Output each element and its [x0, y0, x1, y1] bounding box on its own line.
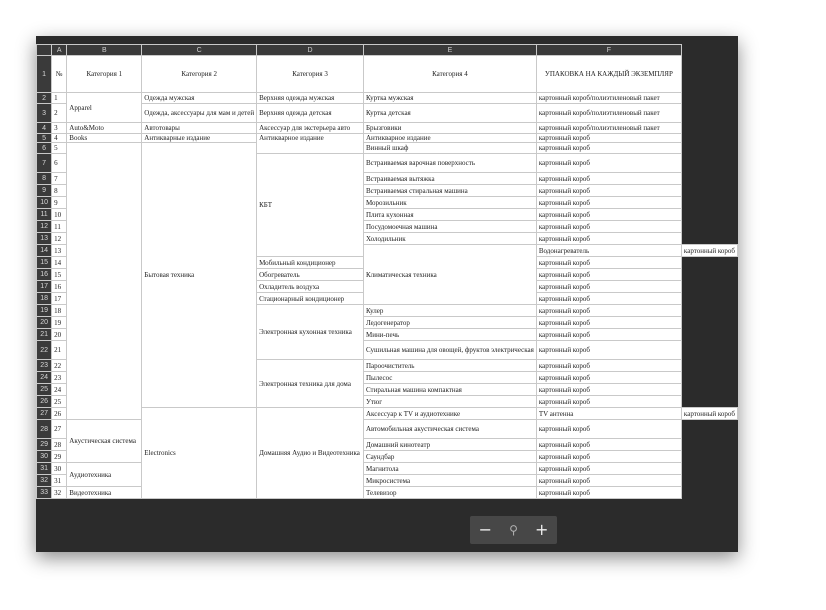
cell-category-4[interactable]: Посудомоечная машина	[363, 221, 536, 233]
cell-packaging[interactable]: картонный короб	[536, 281, 681, 293]
cell-category-3[interactable]: Верхняя одежда мужская	[257, 93, 364, 104]
cell-category-4[interactable]: Магнитола	[363, 463, 536, 475]
cell-number[interactable]: 15	[52, 269, 67, 281]
cell-category-3[interactable]: Антикварное издание	[257, 134, 364, 154]
cell-packaging[interactable]: картонный короб/полиэтиленовый пакет	[536, 123, 681, 134]
cell-category-4[interactable]: Стационарный кондиционер	[257, 293, 364, 305]
cell-number[interactable]: 6	[52, 154, 67, 173]
cell-packaging[interactable]: картонный короб	[536, 317, 681, 329]
column-header-a[interactable]: A	[52, 45, 67, 56]
cell-packaging[interactable]: картонный короб	[536, 384, 681, 396]
cell-category-4[interactable]: Домашний кинотеатр	[363, 439, 536, 451]
cell-category-1[interactable]: Books	[67, 134, 142, 143]
row-header[interactable]: 5	[37, 134, 52, 143]
row-header[interactable]: 7	[37, 154, 52, 173]
cell-number[interactable]: 11	[52, 221, 67, 233]
zoom-controls	[470, 516, 557, 544]
cell-packaging[interactable]: картонный короб	[536, 329, 681, 341]
cell-number[interactable]: 17	[52, 293, 67, 305]
cell-packaging[interactable]: картонный короб	[536, 197, 681, 209]
cell-category-4[interactable]: Стиральная машина компактная	[363, 384, 536, 396]
row-header[interactable]: 13	[37, 233, 52, 245]
cell-packaging[interactable]: картонный короб	[536, 360, 681, 372]
cell-category-2[interactable]: Одежда мужская	[142, 93, 257, 104]
row-header[interactable]: 24	[37, 372, 52, 384]
cell-number[interactable]: 2	[52, 104, 67, 123]
row-header[interactable]: 22	[37, 341, 52, 360]
cell-category-4[interactable]: Обогреватель	[257, 269, 364, 281]
cell-number[interactable]: 22	[52, 360, 67, 372]
cell-category-4[interactable]: Пароочиститель	[363, 360, 536, 372]
cell-category-4[interactable]: Куртка мужская	[363, 93, 536, 104]
cell-packaging[interactable]: картонный короб	[536, 233, 681, 245]
cell-number[interactable]: 7	[52, 173, 67, 185]
cell-category-4[interactable]: Сушильная машина для овощей, фруктов электрическая	[363, 341, 536, 360]
row-header[interactable]: 11	[37, 209, 52, 221]
cell-category-3[interactable]: Видеотехника	[67, 487, 142, 499]
cell-category-2[interactable]: Автотовары	[142, 123, 257, 134]
row-header[interactable]: 4	[37, 123, 52, 134]
cell-number[interactable]: 20	[52, 329, 67, 341]
row-header[interactable]: 9	[37, 185, 52, 197]
cell-category-4[interactable]: Встраиваемая варочная поверхность	[363, 154, 536, 173]
cell-number[interactable]: 24	[52, 384, 67, 396]
cell-packaging[interactable]: картонный короб	[536, 134, 681, 143]
cell-number[interactable]: 32	[52, 487, 67, 499]
cell-category-2[interactable]: Бытовая техника	[142, 143, 257, 408]
cell-number[interactable]: 30	[52, 463, 67, 475]
cell-category-3[interactable]: Климатическая техника	[363, 245, 536, 305]
column-header-f[interactable]: F	[536, 45, 681, 56]
cell-packaging[interactable]: картонный короб/полиэтиленовый пакет	[536, 93, 681, 104]
cell-category-1[interactable]: Auto&Moto	[67, 123, 142, 134]
cell-category-2[interactable]: Одежда, аксессуары для мам и детей	[142, 104, 257, 123]
cell-number[interactable]: 9	[52, 197, 67, 209]
cell-packaging[interactable]: картонный короб	[536, 487, 681, 499]
zoom-out-button[interactable]: −	[478, 520, 492, 539]
cell-category-4[interactable]: Морозильник	[363, 197, 536, 209]
cell-category-3[interactable]: Электронная кухонная техника	[257, 305, 364, 360]
cell-category-4[interactable]: Охладитель воздуха	[257, 281, 364, 293]
cell-number[interactable]: 31	[52, 475, 67, 487]
cell-number[interactable]: 18	[52, 305, 67, 317]
cell-category-4[interactable]: Мини-печь	[363, 329, 536, 341]
row-header[interactable]: 14	[37, 245, 52, 257]
row-header[interactable]: 10	[37, 197, 52, 209]
row-header[interactable]: 2	[37, 93, 52, 104]
cell-packaging[interactable]: картонный короб/полиэтиленовый пакет	[536, 104, 681, 123]
cell-number[interactable]: 10	[52, 209, 67, 221]
row-header[interactable]: 28	[37, 420, 52, 439]
cell-packaging[interactable]: картонный короб	[536, 451, 681, 463]
row-header[interactable]: 32	[37, 475, 52, 487]
cell-category-3[interactable]: Аксессуар к TV и аудиотехнике	[363, 408, 536, 420]
header-cell-category-4[interactable]: Категория 4	[363, 56, 536, 93]
zoom-in-button[interactable]: +	[535, 520, 549, 539]
header-cell-category-1[interactable]: Категория 1	[67, 56, 142, 93]
cell-category-1-blank[interactable]	[67, 143, 142, 420]
cell-packaging[interactable]: картонный короб	[536, 257, 681, 269]
spreadsheet-window	[36, 36, 738, 552]
cell-category-3[interactable]: Акустическая система	[67, 420, 142, 463]
cell-number[interactable]: 5	[52, 143, 67, 154]
cell-packaging[interactable]: картонный короб	[536, 209, 681, 221]
column-header-d[interactable]: D	[257, 45, 364, 56]
column-header-e[interactable]: E	[363, 45, 536, 56]
corner-select-all[interactable]	[37, 45, 52, 56]
cell-category-4[interactable]: Пылесос	[363, 372, 536, 384]
cell-category-3[interactable]: Аксессуар для экстерьера авто	[257, 123, 364, 134]
cell-number[interactable]: 4	[52, 134, 67, 143]
cell-category-4[interactable]: Телевизор	[363, 487, 536, 499]
row-header[interactable]: 23	[37, 360, 52, 372]
cell-category-3[interactable]: Верхняя одежда детская	[257, 104, 364, 123]
cell-packaging[interactable]: картонный короб	[536, 396, 681, 408]
header-cell-category-2[interactable]: Категория 2	[142, 56, 257, 93]
row-header[interactable]: 27	[37, 408, 52, 420]
cell-number[interactable]: 8	[52, 185, 67, 197]
cell-packaging[interactable]: картонный короб	[536, 475, 681, 487]
cell-packaging[interactable]: картонный короб	[536, 143, 681, 154]
cell-number[interactable]: 26	[52, 408, 67, 420]
cell-category-4[interactable]: Утюг	[363, 396, 536, 408]
row-header[interactable]: 30	[37, 451, 52, 463]
cell-category-4[interactable]: Кулер	[363, 305, 536, 317]
cell-category-4[interactable]: Плита кухонная	[363, 209, 536, 221]
cell-number[interactable]: 25	[52, 396, 67, 408]
cell-category-1[interactable]: Electronics	[142, 408, 257, 499]
cell-number[interactable]: 3	[52, 123, 67, 134]
cell-category-4[interactable]: Холодильник	[363, 233, 536, 245]
cell-category-4[interactable]: Встраиваемая стиральная машина	[363, 185, 536, 197]
cell-category-4[interactable]: Встраиваемая вытяжка	[363, 173, 536, 185]
row-header[interactable]: 15	[37, 257, 52, 269]
cell-category-4[interactable]: Антикварное издание	[363, 134, 536, 143]
row-header[interactable]: 3	[37, 104, 52, 123]
cell-packaging[interactable]: картонный короб	[536, 154, 681, 173]
header-cell-category-3[interactable]: Категория 3	[257, 56, 364, 93]
row-header[interactable]: 19	[37, 305, 52, 317]
cell-packaging[interactable]: картонный короб	[536, 463, 681, 475]
row-header[interactable]: 31	[37, 463, 52, 475]
cell-packaging[interactable]: картонный короб	[536, 305, 681, 317]
cell-packaging[interactable]: картонный короб	[536, 372, 681, 384]
cell-number[interactable]: 12	[52, 233, 67, 245]
cell-number[interactable]: 27	[52, 420, 67, 439]
cell-packaging[interactable]: картонный короб	[536, 420, 681, 439]
row-header[interactable]: 8	[37, 173, 52, 185]
cell-category-4[interactable]: Брызговики	[363, 123, 536, 134]
cell-number[interactable]: 21	[52, 341, 67, 360]
cell-category-4[interactable]: Куртка детская	[363, 104, 536, 123]
column-header-c[interactable]: C	[142, 45, 257, 56]
row-header[interactable]: 17	[37, 281, 52, 293]
row-header[interactable]: 21	[37, 329, 52, 341]
cell-number[interactable]: 23	[52, 372, 67, 384]
cell-packaging[interactable]: картонный короб	[536, 185, 681, 197]
cell-category-2[interactable]: Антикварные издание	[142, 134, 257, 143]
cell-category-4[interactable]: Водонагреватель	[536, 245, 681, 257]
magnifier-icon[interactable]: ⚲	[509, 523, 518, 537]
cell-category-4[interactable]: Саундбар	[363, 451, 536, 463]
row-header[interactable]: 20	[37, 317, 52, 329]
cell-category-3[interactable]: Электронная техника для дома	[257, 360, 364, 408]
cell-packaging[interactable]: картонный короб	[681, 245, 737, 257]
cell-number[interactable]: 13	[52, 245, 67, 257]
cell-packaging[interactable]: картонный короб	[536, 221, 681, 233]
cell-number[interactable]: 14	[52, 257, 67, 269]
row-header[interactable]: 1	[37, 56, 52, 93]
cell-packaging[interactable]: картонный короб	[681, 408, 737, 420]
row-header[interactable]: 18	[37, 293, 52, 305]
cell-packaging[interactable]: картонный короб	[536, 439, 681, 451]
cell-packaging[interactable]: картонный короб	[536, 173, 681, 185]
cell-packaging[interactable]: картонный короб	[536, 341, 681, 360]
cell-category-4[interactable]: Винный шкаф	[363, 143, 536, 154]
row-header[interactable]: 29	[37, 439, 52, 451]
header-cell-packaging[interactable]: УПАКОВКА НА КАЖДЫЙ ЭКЗЕМПЛЯР	[536, 56, 681, 93]
cell-number[interactable]: 28	[52, 439, 67, 451]
row-header[interactable]: 16	[37, 269, 52, 281]
cell-category-1[interactable]: Apparel	[67, 93, 142, 123]
cell-category-4[interactable]: Автомобильная акустическая система	[363, 420, 536, 439]
spreadsheet-grid	[36, 44, 738, 499]
column-header-b[interactable]: B	[67, 45, 142, 56]
row-header[interactable]: 25	[37, 384, 52, 396]
cell-category-4[interactable]: Микросистема	[363, 475, 536, 487]
row-header[interactable]: 6	[37, 143, 52, 154]
row-header[interactable]: 26	[37, 396, 52, 408]
row-header[interactable]: 12	[37, 221, 52, 233]
cell-packaging[interactable]: картонный короб	[536, 269, 681, 281]
cell-number[interactable]: 16	[52, 281, 67, 293]
cell-category-4[interactable]: TV антенна	[536, 408, 681, 420]
cell-category-2[interactable]: Домашняя Аудио и Видеотехника	[257, 408, 364, 499]
cell-number[interactable]: 19	[52, 317, 67, 329]
cell-number[interactable]: 29	[52, 451, 67, 463]
cell-category-4[interactable]: Мобильный кондиционер	[257, 257, 364, 269]
cell-number[interactable]: 1	[52, 93, 67, 104]
cell-category-3[interactable]: КБТ	[257, 154, 364, 257]
cell-category-4[interactable]: Ледогенератор	[363, 317, 536, 329]
cell-packaging[interactable]: картонный короб	[536, 293, 681, 305]
row-header[interactable]: 33	[37, 487, 52, 499]
cell-category-3[interactable]: Аудиотехника	[67, 463, 142, 487]
header-cell-number[interactable]: №	[52, 56, 67, 93]
